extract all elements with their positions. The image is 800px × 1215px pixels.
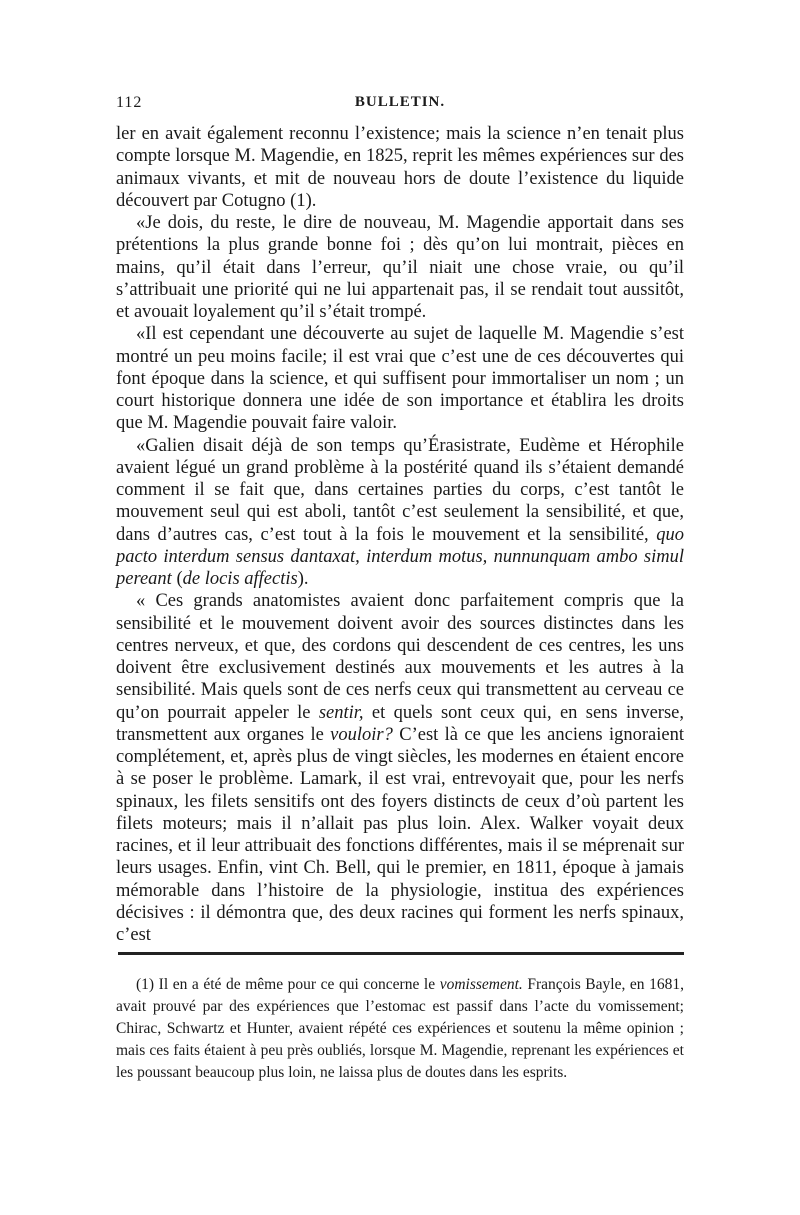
paragraph-1 [116, 123, 684, 212]
text-run: « Ces grands anatomistes avaient donc parfaitement compris que la sensibilité et le mouvement doivent avoir des sources distinctes dans les centres nerveux, et que, des cordons qui descendent de ces centres, les uns doivent être exclusivement destinés aux mouvements et les autres à la sensibilité. Mais quels sont de ces nerfs ceux qui transmettent au cerveau ce qu’on pourrait appeler le [116, 591, 684, 723]
text-run: François Bayle, en 1681, avait prouvé par des expériences que l’estomac est passif dans l’acte du vomissement; Chirac, Schwartz et Hunter, avaient répété ces expériences et soutenu la même opinion ; mais ces faits étaient à peu près oubliés, lorsque M. Magendie, reprenant les expériences et les poussant beaucoup plus loin, ne laissa plus de doutes dans les esprits. [116, 976, 684, 1081]
footnote-separator [118, 952, 684, 955]
page-header [116, 94, 684, 118]
italic-text: vouloir? [330, 724, 393, 745]
text-run: (1) Il en a été de même pour ce qui concerne le [136, 976, 440, 993]
italic-text: vomissement. [439, 976, 523, 993]
paragraph-4 [116, 435, 684, 591]
text-run: «Galien disait déjà de son temps qu’Érasistrate, Eudème et Hérophile avaient légué un grand problème à la postérité quand ils s’étaient demandé comment il se fait que, dans certaines parties du corps, c’est tantôt le mouvement seul qui est aboli, tantôt c’est seulement la sensibilité, et que, dans d’autres cas, c’est tout à la fois le mouvement et la sensibilité, [116, 435, 684, 545]
text-run: ler en avait également reconnu l’existence; mais la science n’en tenait plus compte lorsque M. Magendie, en 1825, reprit les mêmes expériences sur des animaux vivants, et mit de nouveau hors de doute l’existence du liquide découvert par Cotugno (1). [116, 124, 684, 211]
italic-text: quo pacto interdum sensus dantaxat, interdum motus, nunnunquam ambo simul pereant [116, 524, 684, 589]
paragraph-3 [116, 323, 684, 434]
paragraph-5 [116, 590, 684, 946]
footnote-text [116, 974, 684, 1084]
text-run: et quels sont ceux qui, en sens inverse, transmettent aux organes le [116, 702, 685, 745]
text-run: «Il est cependant une découverte au sujet de laquelle M. Magendie s’est montré un peu moins facile; il est vrai que c’est une de ces découvertes qui font époque dans la science, et qui suffisent pour immortaliser un nom ; un court historique donnera une idée de son importance et établira les droits que M. Magendie pouvait faire valoir. [116, 324, 684, 434]
italic-text: de locis affectis [182, 569, 298, 589]
footnote [116, 974, 684, 1084]
text-run: «Je dois, du reste, le dire de nouveau, M. Magendie apportait dans ses prétentions la plus grande bonne foi ; dès qu’on lui montrait, pièces en mains, qu’il était dans l’erreur, qu’il niait une chose vraie, ou qu’il s’attribuait une priorité qui ne lui appartenait pas, il se rendait tout aussitôt, et avouait loyalement qu’il s’était trompé. [116, 213, 684, 322]
page-number: 112 [116, 94, 143, 111]
running-title: BULLETIN. [354, 94, 446, 110]
text-run: C’est là ce que les anciens ignoraient complétement, et, après plus de vingt siècles, les modernes en étaient encore à se poser le problème. Lamark, il est vrai, entrevoyait que, pour les nerfs spinaux, les filets sensitifs ont des foyers distincts de ceux d’où partent les filets moteurs; mais il n’allait pas plus loin. Alex. Walker voyait deux racines, et il leur attribuait des fonctions différentes, mais il se méprenait sur leurs usages. Enfin, vint Ch. Bell, qui le premier, en 1811, époque à jamais mémorable dans l’histoire de la physiologie, institua des expériences décisives : il démontra que, des deux racines qui forment les nerfs spinaux, c’est [116, 724, 684, 945]
paragraph-2 [116, 212, 684, 323]
main-text [116, 123, 684, 946]
text-run: ). [297, 569, 309, 589]
italic-text: sentir, [318, 702, 364, 723]
text-run: ( [171, 569, 183, 589]
